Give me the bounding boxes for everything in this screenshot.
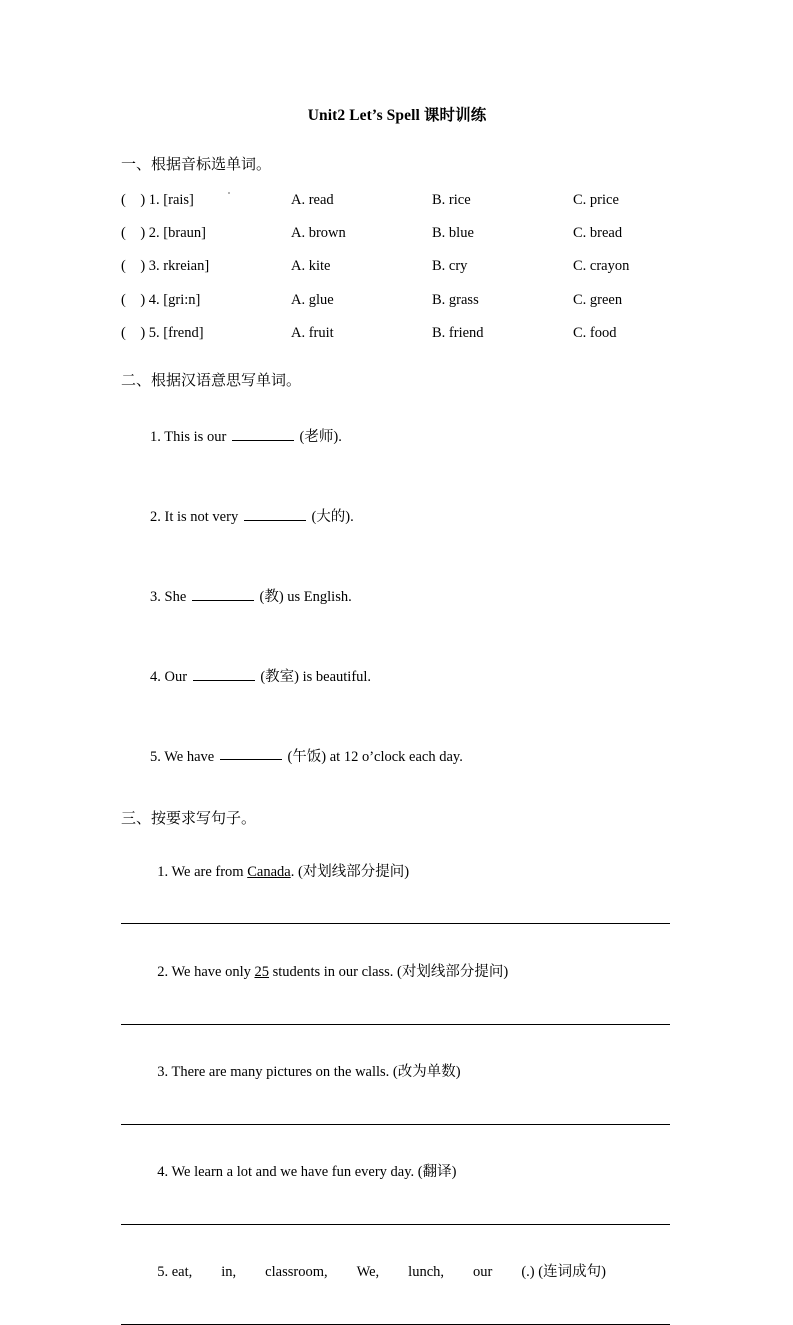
prompt-segment-underlined: Canada	[247, 863, 291, 880]
option-c[interactable]: C. price	[573, 191, 619, 208]
rewrite-prompt	[121, 1147, 673, 1199]
spacer	[121, 924, 673, 946]
spacer	[121, 1025, 673, 1047]
prompt-segment: 3. There are many pictures on the walls. (改为单数)	[157, 1063, 461, 1080]
option-c[interactable]: C. bread	[573, 224, 623, 241]
rewrite-item	[121, 946, 673, 1024]
option-b[interactable]: B. grass	[432, 291, 479, 308]
question-stem[interactable]: ( ) 5. [frend]	[121, 325, 204, 342]
sentence-prefix: 4. Our	[150, 668, 191, 685]
option-b[interactable]: B. cry	[432, 258, 468, 275]
option-b[interactable]: B. blue	[432, 224, 474, 241]
section-1-question-list	[121, 192, 673, 343]
rewrite-prompt	[121, 946, 673, 998]
section-1-heading: 一、根据音标选单词。	[121, 156, 272, 173]
spacer	[121, 1225, 673, 1247]
question-stem[interactable]: ( ) 4. [gri:n]	[121, 291, 201, 308]
option-a[interactable]: A. brown	[291, 224, 346, 241]
question-row	[121, 292, 673, 309]
rewrite-prompt	[121, 1047, 673, 1099]
sentence-suffix: (教) us English.	[255, 588, 352, 605]
question-row	[121, 225, 673, 242]
question-stem[interactable]: ( ) 2. [braun]	[121, 224, 206, 241]
rewrite-item	[121, 846, 673, 924]
prompt-segment: 4. We learn a lot and we have fun every day. (翻译)	[157, 1164, 457, 1181]
prompt-segment: 2. We have only	[157, 963, 255, 980]
answer-blank[interactable]	[193, 666, 255, 681]
option-b[interactable]: B. friend	[432, 325, 484, 342]
option-a[interactable]: A. glue	[291, 291, 334, 308]
section-2-question-list	[121, 409, 673, 784]
document-body	[121, 0, 673, 1325]
sentence-suffix: (午饭) at 12 o’clock each day.	[283, 748, 463, 765]
fill-in-row	[121, 648, 673, 703]
sentence-suffix: (大的).	[307, 508, 354, 525]
option-a[interactable]: A. kite	[291, 258, 331, 275]
sentence-prefix: 3. She	[150, 588, 190, 605]
spacer	[121, 1125, 673, 1147]
answer-blank[interactable]	[232, 426, 294, 441]
section-3-heading: 三、按要求写句子。	[121, 811, 257, 828]
prompt-segment: . (对划线部分提问)	[290, 863, 410, 880]
option-c[interactable]: C. food	[573, 325, 617, 342]
prompt-segment-underlined: 25	[254, 963, 269, 980]
option-c[interactable]: C. green	[573, 291, 623, 308]
rewrite-prompt	[121, 1247, 673, 1299]
option-b[interactable]: B. rice	[432, 191, 471, 208]
rewrite-item	[121, 1147, 673, 1225]
prompt-segment: students in our class. (对划线部分提问)	[268, 963, 509, 980]
prompt-segment: 1. We are from	[157, 863, 248, 880]
fill-in-row	[121, 488, 673, 543]
question-stem[interactable]: ( ) 1. [rais]	[121, 191, 194, 208]
page-title: Unit2 Let’s Spell 课时训练	[307, 107, 487, 124]
question-row	[121, 325, 673, 342]
scan-artifact-dot	[228, 192, 230, 194]
section-2-heading: 二、根据汉语意思写单词。	[121, 372, 302, 389]
question-stem[interactable]: ( ) 3. rkreian]	[121, 258, 210, 275]
fill-in-row	[121, 409, 673, 464]
rewrite-item	[121, 1247, 673, 1325]
option-c[interactable]: C. crayon	[573, 258, 630, 275]
sentence-prefix: 1. This is our	[150, 428, 230, 445]
prompt-segment: 5. eat, in, classroom, We, lunch, our (.) (连词成句)	[157, 1264, 606, 1281]
sentence-prefix: 5. We have	[150, 748, 218, 765]
option-a[interactable]: A. read	[291, 191, 334, 208]
fill-in-row	[121, 728, 673, 783]
answer-blank[interactable]	[192, 586, 254, 601]
sentence-prefix: 2. It is not very	[150, 508, 242, 525]
fill-in-row	[121, 568, 673, 623]
sentence-suffix: (教室) is beautiful.	[256, 668, 372, 685]
question-row	[121, 192, 673, 209]
option-a[interactable]: A. fruit	[291, 325, 334, 342]
answer-blank[interactable]	[244, 506, 306, 521]
rewrite-item	[121, 1047, 673, 1125]
sentence-suffix: (老师).	[295, 428, 342, 445]
question-row	[121, 258, 673, 275]
section-3-question-list	[121, 846, 673, 1325]
rewrite-prompt	[121, 846, 673, 898]
answer-blank[interactable]	[220, 746, 282, 761]
